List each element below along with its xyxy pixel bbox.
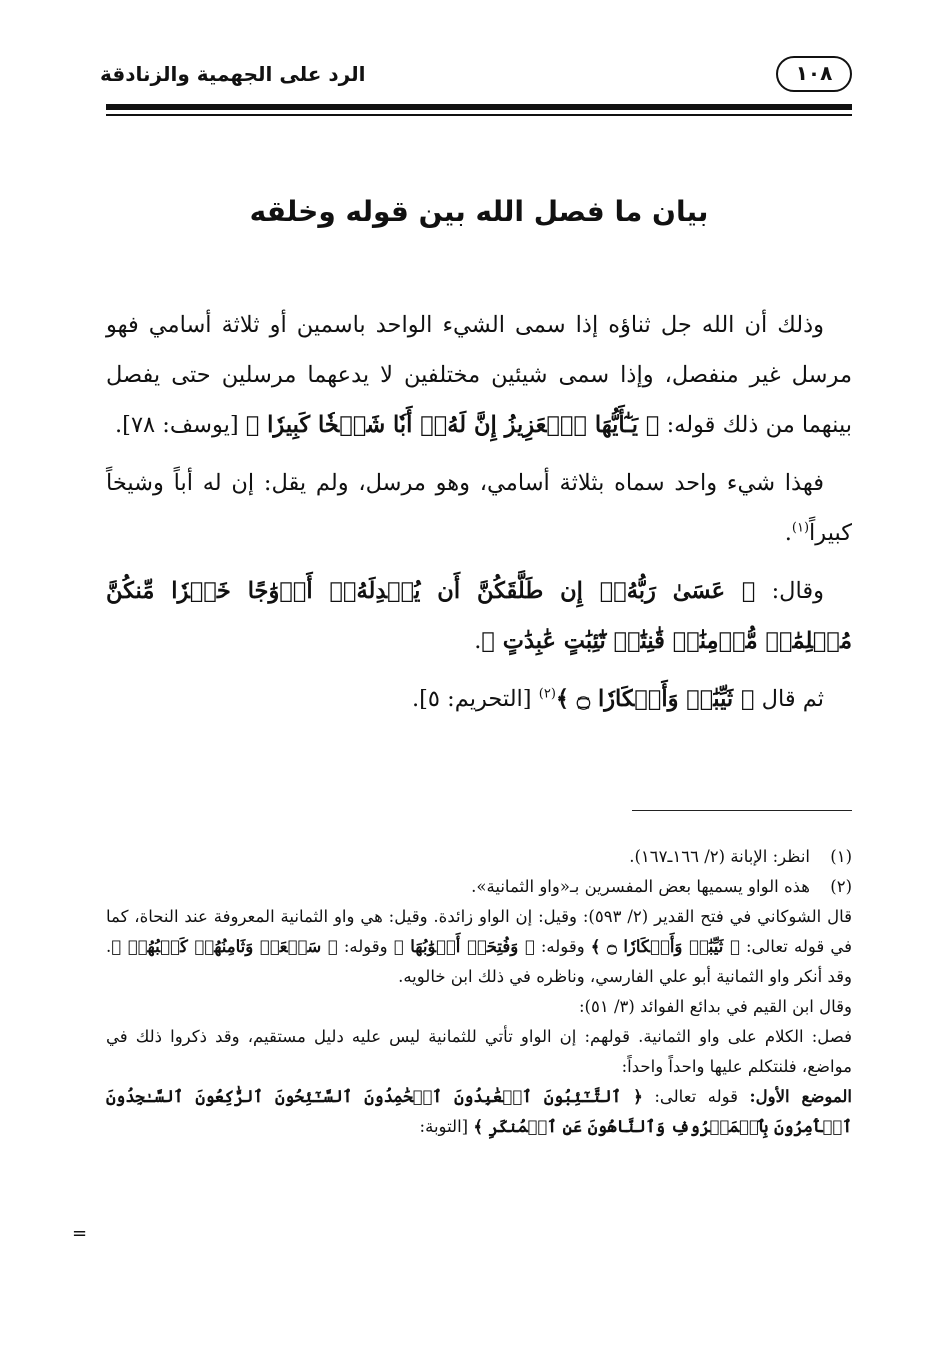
paragraph-4-text: ثم قال xyxy=(761,686,824,712)
first-position-label: الموضع الأول: xyxy=(749,1087,852,1106)
page-header xyxy=(100,52,852,96)
shawkani-text-d: . وقد أنكر واو الثمانية أبو علي الفارسي، وناظره في ذلك ابن خالويه. xyxy=(106,937,852,986)
paragraph-1-text: وذلك أن الله جل ثناؤه إذا سمى الشيء الواحد باسمين أو ثلاثة أسامي فهو مرسل غير منفصل، وإذا سمى شيئين مختلفين لا يدعهما مرسلين حتى يفصل بينهما من ذلك قوله: xyxy=(106,312,852,438)
footnote-marker-1[interactable]: (١) xyxy=(791,520,810,536)
tawbah-reference: [التوبة: xyxy=(419,1117,469,1136)
footnotes xyxy=(106,842,852,1142)
footnote-2-mawdi xyxy=(106,1082,852,1142)
first-position-text: قوله تعالى: xyxy=(654,1087,739,1106)
verse-reference-yusuf: [يوسف: ٧٨]. xyxy=(115,412,239,438)
paragraph-3-text: وقال: xyxy=(771,578,824,604)
header-rule-thick xyxy=(106,104,852,110)
footnote-2-continuation xyxy=(106,902,852,1142)
paragraph-3 xyxy=(106,566,852,666)
shawkani-verse-2: ﴿ وَفُتِحَتۡ أَبۡوَٰبُهَا ﴾ xyxy=(393,937,535,956)
footnote-1 xyxy=(106,842,852,872)
footnote-2-line-1: هذه الواو يسميها بعض المفسرين بـ«واو الثمانية». xyxy=(471,877,810,896)
quran-verse-tahrim: ﴿ عَسَىٰ رَبُّهُۥٓ إِن طَلَّقَكُنَّ أَن يُبۡدِلَهُۥٓ أَزۡوَٰجًا خَيۡرٗا مِّنكُنَّ مُسۡلِمَٰتٖ مُّؤۡمِنَٰتٖ قَٰنِتَٰتٖ تَٰٓئِبَٰتٍ عَٰبِدَٰتٍ ﴾ xyxy=(106,578,852,654)
footnote-2-shawkani xyxy=(106,902,852,992)
paragraph-2 xyxy=(106,458,852,558)
paragraph-2-end: . xyxy=(784,520,792,546)
verse-reference-tahrim: [التحريم: ٥]. xyxy=(411,686,532,712)
paragraph-2-text: فهذا شيء واحد سماه بثلاثة أسامي، وهو مرسل، ولم يقل: إن له أباً وشيخاً كبيراً xyxy=(106,470,852,546)
footnote-1-number: (١) xyxy=(830,847,852,866)
paragraph-3-end: . xyxy=(474,628,482,654)
footnote-1-text: انظر: الإبانة (٢/ ١٦٦ـ١٦٧). xyxy=(629,847,810,866)
shawkani-text-c: وقوله: xyxy=(343,937,388,956)
page-number-badge: ١٠٨ xyxy=(776,56,852,92)
footnote-separator xyxy=(632,810,852,811)
shawkani-text-b: وقوله: xyxy=(540,937,585,956)
main-text xyxy=(106,300,852,732)
footnote-2-ibn-qayyim: وقال ابن القيم في بدائع الفوائد (٣/ ٥١): xyxy=(578,997,852,1016)
shawkani-verse-3: ﴿ سَبۡعَةٞ وَثَامِنُهُمۡ كَلۡبُهُمۡ ﴾ xyxy=(111,937,338,956)
footnote-2-fasl: فصل: الكلام على واو الثمانية. قولهم: إن الواو تأتي للثمانية ليس عليه دليل مستقيم، وقد ذكروا ذلك في مواضع، فلنتكلم عليها واحداً واحداً: xyxy=(106,1027,852,1076)
header-rule-thin xyxy=(106,114,852,116)
section-heading: بيان ما فصل الله بين قوله وخلقه xyxy=(249,195,709,228)
tawbah-verse: ﴿ ٱلتَّـٰٓئِبُونَ ٱلۡعَٰبِدُونَ ٱلۡحَٰمِدُونَ ٱلسَّـٰٓئِحُونَ ٱلرَّٰكِعُونَ ٱلسَّـٰجِدُونَ ٱلۡأٓمِرُونَ بِٱلۡمَعۡرُوفِ وَٱلنَّاهُونَ عَنِ ٱلۡمُنكَرِ ﴾ xyxy=(106,1087,852,1136)
footnote-2 xyxy=(106,872,852,902)
paragraph-1 xyxy=(106,300,852,450)
footnote-marker-2[interactable]: (٢) xyxy=(538,686,556,702)
paragraph-4 xyxy=(106,674,852,724)
footnote-2-number: (٢) xyxy=(830,877,852,896)
continuation-mark: = xyxy=(72,1223,88,1244)
shawkani-text-a: قال الشوكاني في فتح القدير (٢/ ٥٩٣): وقيل: إن الواو زائدة. وقيل: هي واو الثمانية المعروفة عند النحاة، كما في قوله تعالى: xyxy=(106,907,853,956)
shawkani-verse-1: ﴿ ثَيِّبَٰتٖ وَأَبۡكَارٗا ۝ ﴾ xyxy=(590,937,740,956)
running-title: الرد على الجهمية والزنادقة xyxy=(100,62,366,86)
quran-verse-thayyibat: ﴿ ثَيِّبَٰتٖ وَأَبۡكَارٗا ۝ ﴾ xyxy=(555,686,755,712)
quran-verse-yusuf: ﴿ يَـٰٓأَيُّهَا ٱلۡعَزِيزُ إِنَّ لَهُۥٓ أَبٗا شَيۡخٗا كَبِيرٗا ﴾ xyxy=(245,412,660,438)
